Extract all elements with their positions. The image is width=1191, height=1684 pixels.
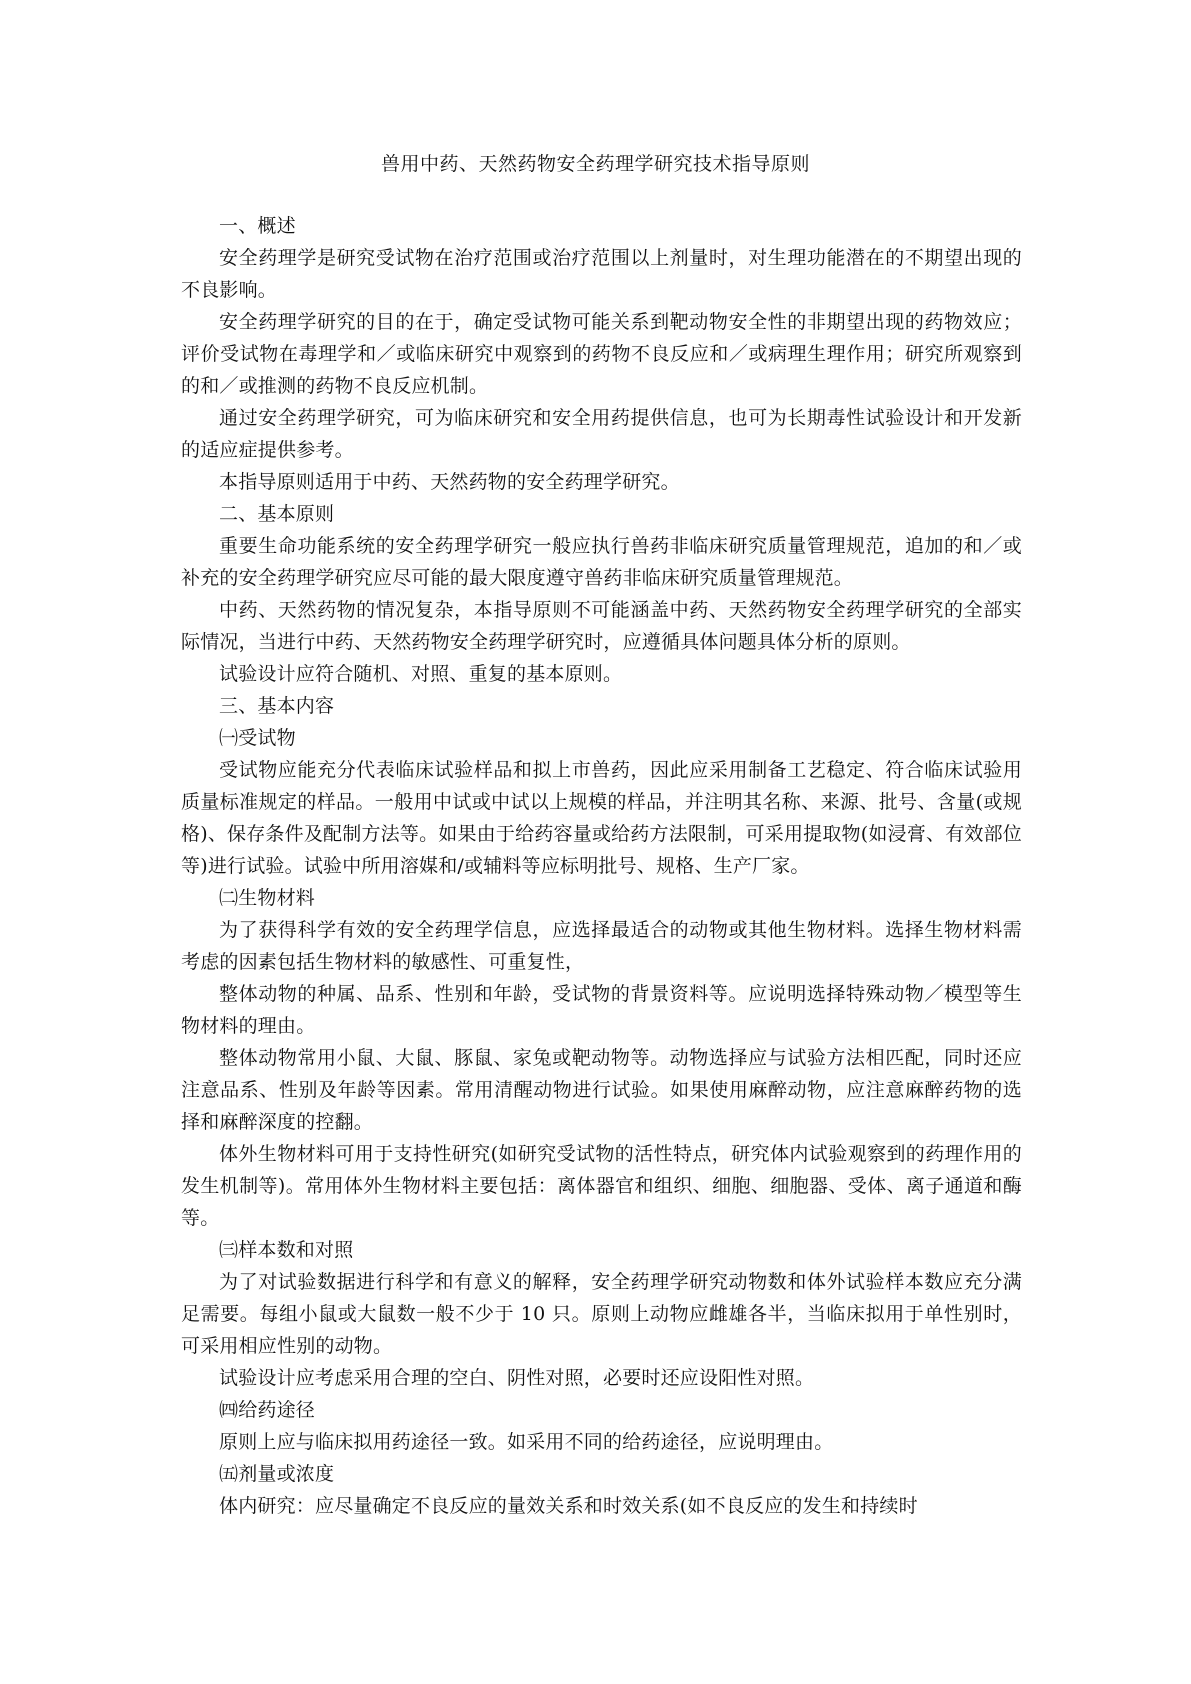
paragraph: 通过安全药理学研究，可为临床研究和安全用药提供信息，也可为长期毒性试验设计和开发新的适应症提供参考。 (181, 407, 1022, 461)
paragraph: 为了对试验数据进行科学和有意义的解释，安全药理学研究动物数和体外试验样本数应充分满足需要。每组小鼠或大鼠数一般不少于 10 只。原则上动物应雌雄各半，当临床拟用于单性别时，可采用相应性别的动物。 (181, 1271, 1022, 1357)
paragraph: 体内研究：应尽量确定不良反应的量效关系和时效关系(如不良反应的发生和持续时 (219, 1495, 918, 1517)
paragraph: 中药、天然药物的情况复杂，本指导原则不可能涵盖中药、天然药物安全药理学研究的全部实际情况，当进行中药、天然药物安全药理学研究时，应遵循具体问题具体分析的原则。 (181, 599, 1022, 653)
paragraph: 安全药理学研究的目的在于，确定受试物可能关系到靶动物安全性的非期望出现的药物效应；评价受试物在毒理学和／或临床研究中观察到的药物不良反应和／或病理生理作用；研究所观察到的和／或推测的药物不良反应机制。 (181, 311, 1022, 397)
section-heading: 一、概述 (219, 215, 296, 237)
document-title: 兽用中药、天然药物安全药理学研究技术指导原则 (380, 153, 810, 175)
paragraph: 整体动物的种属、品系、性别和年龄，受试物的背景资料等。应说明选择特殊动物／模型等生物材料的理由。 (181, 983, 1022, 1037)
paragraph: 整体动物常用小鼠、大鼠、豚鼠、家兔或靶动物等。动物选择应与试验方法相匹配，同时还应注意品系、性别及年龄等因素。常用清醒动物进行试验。如果使用麻醉动物，应注意麻醉药物的选择和麻醉深度的控翻。 (181, 1047, 1022, 1133)
document-body (181, 210, 1022, 1522)
paragraph: 试验设计应考虑采用合理的空白、阴性对照，必要时还应设阳性对照。 (219, 1367, 815, 1389)
paragraph: 安全药理学是研究受试物在治疗范围或治疗范围以上剂量时，对生理功能潜在的不期望出现的不良影响。 (181, 247, 1022, 301)
paragraph: 为了获得科学有效的安全药理学信息，应选择最适合的动物或其他生物材料。选择生物材料需考虑的因素包括生物材料的敏感性、可重复性， (181, 919, 1022, 973)
paragraph: 原则上应与临床拟用药途径一致。如采用不同的给药途径，应说明理由。 (219, 1431, 834, 1453)
paragraph: 本指导原则适用于中药、天然药物的安全药理学研究。 (219, 471, 680, 493)
section-heading: 三、基本内容 (219, 695, 335, 717)
subsection-heading: ㈣给药途径 (219, 1399, 316, 1421)
paragraph: 重要生命功能系统的安全药理学研究一般应执行兽药非临床研究质量管理规范，追加的和／或补充的安全药理学研究应尽可能的最大限度遵守兽药非临床研究质量管理规范。 (181, 535, 1022, 589)
subsection-heading: ㈢样本数和对照 (219, 1239, 354, 1261)
section-heading: 二、基本原则 (219, 503, 335, 525)
subsection-heading: ㈡生物材料 (219, 887, 316, 909)
paragraph: 体外生物材料可用于支持性研究(如研究受试物的活性特点，研究体内试验观察到的药理作用的发生机制等)。常用体外生物材料主要包括：离体器官和组织、细胞、细胞器、受体、离子通道和酶等。 (181, 1143, 1022, 1229)
paragraph: 受试物应能充分代表临床试验样品和拟上市兽药，因此应采用制备工艺稳定、符合临床试验用质量标准规定的样品。一般用中试或中试以上规模的样品，并注明其名称、来源、批号、含量(或规格)、保存条件及配制方法等。如果由于给药容量或给药方法限制，可采用提取物(如浸膏、有效部位等)进行试验。试验中所用溶媒和/或辅料等应标明批号、规格、生产厂家。 (181, 759, 1022, 877)
subsection-heading: ㈤剂量或浓度 (219, 1463, 335, 1485)
paragraph: 试验设计应符合随机、对照、重复的基本原则。 (219, 663, 623, 685)
subsection-heading: ㈠受试物 (219, 727, 296, 749)
